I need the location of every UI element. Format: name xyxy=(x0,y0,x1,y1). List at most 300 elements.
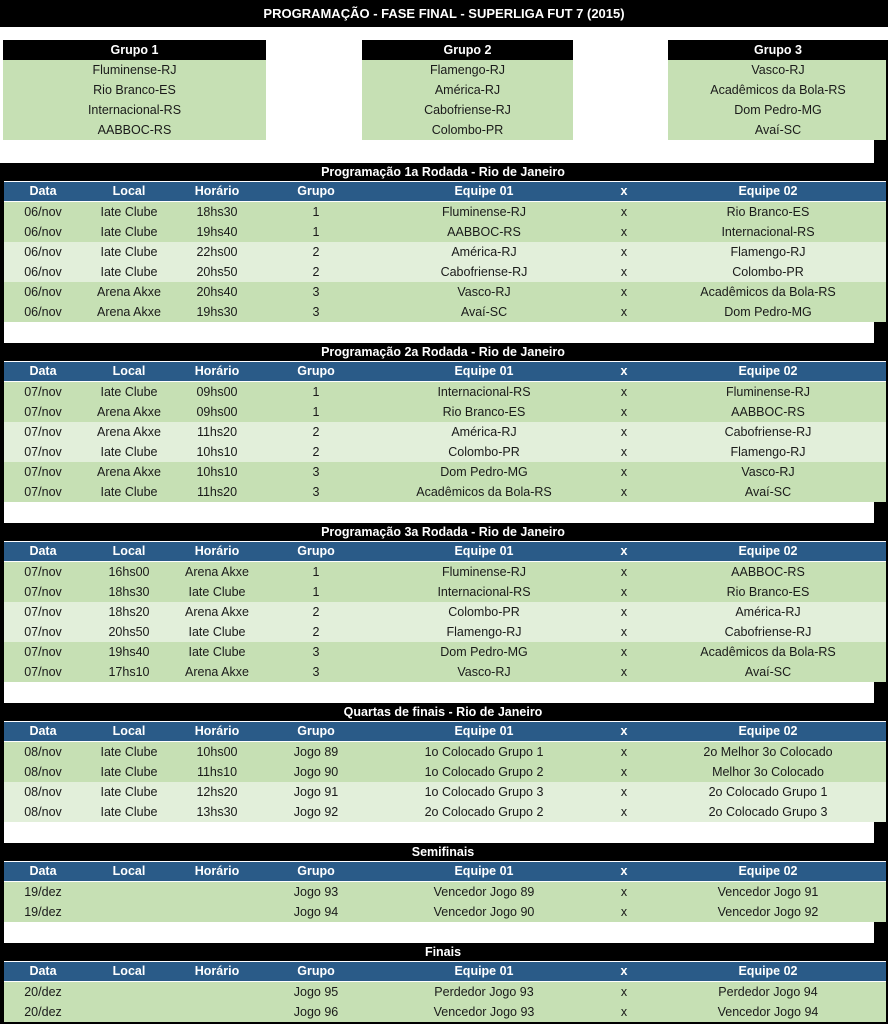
table-cell: Iate Clube xyxy=(100,245,158,259)
table-cell: Jogo 94 xyxy=(293,905,339,919)
table-cell: 1 xyxy=(312,385,320,399)
table-cell: 19hs40 xyxy=(108,645,150,659)
table-cell: 2o Colocado Grupo 3 xyxy=(708,805,828,819)
gap-right-block xyxy=(874,502,888,523)
column-header: Data xyxy=(29,964,57,978)
table-row xyxy=(0,802,886,822)
group-team: Flamengo-RJ xyxy=(429,63,506,77)
table-cell: Rio Branco-ES xyxy=(726,585,810,599)
table-cell: Colombo-PR xyxy=(448,445,520,459)
table-cell: 08/nov xyxy=(24,805,62,819)
table-cell: 08/nov xyxy=(24,785,62,799)
group-header: Grupo 2 xyxy=(362,40,573,60)
column-header: x xyxy=(620,184,628,198)
group-team: Avaí-SC xyxy=(754,123,802,137)
table-cell: Perdedor Jogo 94 xyxy=(718,985,818,999)
table-cell: 19/dez xyxy=(24,885,62,899)
table-cell xyxy=(86,1002,172,1022)
table-row xyxy=(0,462,886,482)
group-team: Fluminense-RJ xyxy=(92,63,177,77)
column-header: Grupo xyxy=(297,364,335,378)
column-header: Data xyxy=(29,364,57,378)
column-header: x xyxy=(620,364,628,378)
table-cell: Internacional-RS xyxy=(721,225,815,239)
table-cell: Dom Pedro-MG xyxy=(440,465,528,479)
column-header: Equipe 01 xyxy=(454,864,514,878)
column-header: x xyxy=(620,544,628,558)
column-header: Equipe 01 xyxy=(454,364,514,378)
table-cell xyxy=(172,882,262,902)
group-header: Grupo 3 xyxy=(668,40,888,60)
table-cell: Colombo-PR xyxy=(448,605,520,619)
column-header: Equipe 02 xyxy=(738,724,798,738)
table-cell: Iate Clube xyxy=(100,745,158,759)
table-cell: Vencedor Jogo 91 xyxy=(717,885,819,899)
table-cell: 06/nov xyxy=(24,305,62,319)
table-cell: x xyxy=(620,605,628,619)
table-cell xyxy=(86,982,172,1002)
table-cell: 2o Colocado Grupo 1 xyxy=(708,785,828,799)
table-row xyxy=(0,662,886,682)
table-cell: Arena Akxe xyxy=(185,605,249,619)
table-cell: 2o Colocado Grupo 2 xyxy=(424,805,544,819)
table-cell: 2 xyxy=(312,605,320,619)
table-cell: Iate Clube xyxy=(100,385,158,399)
table-cell: Perdedor Jogo 93 xyxy=(434,985,534,999)
table-title: Semifinais xyxy=(0,843,886,862)
table-body xyxy=(0,382,886,502)
table-cell: Flamengo-RJ xyxy=(446,625,522,639)
table-cell: Fluminense-RJ xyxy=(725,385,811,399)
column-header: Grupo xyxy=(297,964,335,978)
table-cell: x xyxy=(620,285,628,299)
column-header: Local xyxy=(112,964,146,978)
column-header: Equipe 01 xyxy=(454,724,514,738)
table-cell: 08/nov xyxy=(24,745,62,759)
column-header: Data xyxy=(29,724,57,738)
table-body xyxy=(0,562,886,682)
table-title: Programação 2a Rodada - Rio de Janeiro xyxy=(0,343,886,362)
table-cell: 2 xyxy=(312,425,320,439)
table-cell xyxy=(172,982,262,1002)
table-cell: Avaí-SC xyxy=(460,305,508,319)
table-cell: 3 xyxy=(312,645,320,659)
table-cell: 20/dez xyxy=(24,1005,62,1019)
table-cell: Vencedor Jogo 94 xyxy=(717,1005,819,1019)
column-header: Grupo xyxy=(297,724,335,738)
table-cell: 11hs20 xyxy=(196,425,238,439)
column-header: Horário xyxy=(194,364,240,378)
gap-right-block xyxy=(874,822,888,843)
table-cell: AABBOC-RS xyxy=(447,225,521,239)
table-cell: 2o Melhor 3o Colocado xyxy=(703,745,833,759)
table-cell: 20hs50 xyxy=(108,625,150,639)
column-header: Grupo xyxy=(297,184,335,198)
table-cell: x xyxy=(620,465,628,479)
table-header-row xyxy=(0,862,886,882)
table-cell: Flamengo-RJ xyxy=(730,445,806,459)
group-box-1 xyxy=(3,40,266,140)
table-cell: Jogo 90 xyxy=(293,765,339,779)
table-cell: AABBOC-RS xyxy=(731,565,805,579)
group-body xyxy=(362,60,573,140)
table-row xyxy=(0,202,886,222)
table-cell: 18hs20 xyxy=(108,605,150,619)
table-row xyxy=(0,742,886,762)
group-body xyxy=(3,60,266,140)
table-cell: Jogo 91 xyxy=(293,785,339,799)
table-cell: 22hs00 xyxy=(196,245,238,259)
table-cell: Melhor 3o Colocado xyxy=(712,765,824,779)
column-header: Horário xyxy=(194,184,240,198)
table-cell: 06/nov xyxy=(24,265,62,279)
table-cell: Cabofriense-RJ xyxy=(724,625,812,639)
table-cell: 2 xyxy=(312,445,320,459)
table-cell: Arena Akxe xyxy=(97,405,161,419)
table-cell: 1o Colocado Grupo 1 xyxy=(424,745,544,759)
table-cell: Acadêmicos da Bola-RS xyxy=(700,285,836,299)
table-cell: x xyxy=(620,665,628,679)
table-header-row xyxy=(0,962,886,982)
table-cell: x xyxy=(620,225,628,239)
table-row xyxy=(0,482,886,502)
table-title: Quartas de finais - Rio de Janeiro xyxy=(0,703,886,722)
table-cell: Jogo 92 xyxy=(293,805,339,819)
table-cell: Arena Akxe xyxy=(185,665,249,679)
group-team: Rio Branco-ES xyxy=(93,83,176,97)
table-cell: 07/nov xyxy=(24,585,62,599)
table-row xyxy=(0,762,886,782)
table-cell: Internacional-RS xyxy=(437,585,531,599)
table-row xyxy=(0,902,886,922)
table-cell: x xyxy=(620,985,628,999)
table-body xyxy=(0,982,886,1022)
column-header: Local xyxy=(112,544,146,558)
column-header: Equipe 02 xyxy=(738,544,798,558)
table-cell: 07/nov xyxy=(24,665,62,679)
gap-right-block xyxy=(874,322,888,343)
table-cell: x xyxy=(620,765,628,779)
table-cell: Arena Akxe xyxy=(97,305,161,319)
table-cell: x xyxy=(620,1005,628,1019)
table-body xyxy=(0,742,886,822)
column-header: Equipe 02 xyxy=(738,864,798,878)
table-finais xyxy=(0,943,886,1022)
column-header: Horário xyxy=(194,864,240,878)
table-cell: 07/nov xyxy=(24,485,62,499)
table-rodada-1 xyxy=(0,163,886,322)
table-cell: Fluminense-RJ xyxy=(441,205,527,219)
table-row xyxy=(0,282,886,302)
table-cell: Jogo 95 xyxy=(293,985,339,999)
table-cell: 19/dez xyxy=(24,905,62,919)
table-cell: x xyxy=(620,205,628,219)
table-row xyxy=(0,262,886,282)
table-cell: 13hs30 xyxy=(196,805,238,819)
table-cell: Internacional-RS xyxy=(437,385,531,399)
table-cell: Rio Branco-ES xyxy=(726,205,810,219)
table-cell: 09hs00 xyxy=(196,385,238,399)
table-cell: 06/nov xyxy=(24,205,62,219)
table-cell: 2 xyxy=(312,265,320,279)
table-cell: 11hs20 xyxy=(196,485,238,499)
table-cell: 07/nov xyxy=(24,625,62,639)
table-cell: 11hs10 xyxy=(196,765,238,779)
table-cell: 20hs40 xyxy=(196,285,238,299)
table-cell: 07/nov xyxy=(24,405,62,419)
column-header: Equipe 01 xyxy=(454,964,514,978)
table-cell: Iate Clube xyxy=(100,205,158,219)
group-body xyxy=(668,60,888,140)
table-row xyxy=(0,1002,886,1022)
column-header: Equipe 02 xyxy=(738,184,798,198)
table-cell: Avaí-SC xyxy=(744,485,792,499)
table-cell: Dom Pedro-MG xyxy=(724,305,812,319)
table-cell: x xyxy=(620,625,628,639)
group-team: Acadêmicos da Bola-RS xyxy=(710,83,846,97)
table-cell: Acadêmicos da Bola-RS xyxy=(700,645,836,659)
table-cell xyxy=(86,902,172,922)
table-cell: 3 xyxy=(312,465,320,479)
table-cell: x xyxy=(620,785,628,799)
table-cell: Iate Clube xyxy=(100,805,158,819)
column-header: Data xyxy=(29,184,57,198)
table-cell: 20/dez xyxy=(24,985,62,999)
column-header: Local xyxy=(112,364,146,378)
table-quartas xyxy=(0,703,886,822)
table-cell xyxy=(86,882,172,902)
table-row xyxy=(0,222,886,242)
table-cell: Vencedor Jogo 92 xyxy=(717,905,819,919)
table-cell: Colombo-PR xyxy=(732,265,804,279)
table-cell: 3 xyxy=(312,305,320,319)
table-cell: Vencedor Jogo 93 xyxy=(433,1005,535,1019)
table-header-row xyxy=(0,542,886,562)
table-row xyxy=(0,402,886,422)
table-cell: Iate Clube xyxy=(188,645,246,659)
table-cell: 09hs00 xyxy=(196,405,238,419)
table-cell: 3 xyxy=(312,285,320,299)
table-cell: x xyxy=(620,745,628,759)
group-team: Vasco-RJ xyxy=(751,63,805,77)
table-header-row xyxy=(0,722,886,742)
group-header: Grupo 1 xyxy=(3,40,266,60)
table-cell: Arena Akxe xyxy=(97,285,161,299)
table-cell: 07/nov xyxy=(24,465,62,479)
table-cell: 19hs30 xyxy=(196,305,238,319)
table-cell: x xyxy=(620,585,628,599)
table-row xyxy=(0,622,886,642)
group-box-2 xyxy=(362,40,573,140)
column-header: x xyxy=(620,864,628,878)
table-cell: x xyxy=(620,645,628,659)
table-cell: Vasco-RJ xyxy=(741,465,795,479)
gap-right-block xyxy=(874,140,888,163)
table-cell: x xyxy=(620,445,628,459)
table-cell: Vencedor Jogo 89 xyxy=(433,885,535,899)
table-cell: América-RJ xyxy=(735,605,801,619)
column-header: Equipe 01 xyxy=(454,184,514,198)
table-cell: Arena Akxe xyxy=(97,425,161,439)
table-cell: 12hs20 xyxy=(196,785,238,799)
table-row xyxy=(0,562,886,582)
table-cell: Iate Clube xyxy=(100,485,158,499)
column-header: Local xyxy=(112,864,146,878)
column-header: Equipe 02 xyxy=(738,364,798,378)
column-header: Data xyxy=(29,864,57,878)
table-cell: Cabofriense-RJ xyxy=(724,425,812,439)
table-row xyxy=(0,982,886,1002)
groups-row xyxy=(0,40,888,140)
table-cell: 08/nov xyxy=(24,765,62,779)
table-cell: 06/nov xyxy=(24,245,62,259)
table-cell: Iate Clube xyxy=(100,445,158,459)
table-cell: Iate Clube xyxy=(100,785,158,799)
table-cell: x xyxy=(620,485,628,499)
table-cell: 07/nov xyxy=(24,385,62,399)
table-cell: Iate Clube xyxy=(188,585,246,599)
table-cell: Iate Clube xyxy=(100,265,158,279)
column-header: Local xyxy=(112,184,146,198)
table-cell: Rio Branco-ES xyxy=(442,405,526,419)
gap-right-block xyxy=(874,922,888,943)
table-cell: 18hs30 xyxy=(196,205,238,219)
table-row xyxy=(0,642,886,662)
table-cell: 17hs10 xyxy=(108,665,150,679)
table-cell: x xyxy=(620,805,628,819)
table-row xyxy=(0,242,886,262)
table-cell: Jogo 96 xyxy=(293,1005,339,1019)
gap-right-block xyxy=(874,682,888,703)
table-cell: x xyxy=(620,265,628,279)
table-cell: Arena Akxe xyxy=(185,565,249,579)
table-cell: Fluminense-RJ xyxy=(441,565,527,579)
table-row xyxy=(0,782,886,802)
table-cell: 1o Colocado Grupo 3 xyxy=(424,785,544,799)
left-edge-line xyxy=(0,163,4,1024)
table-cell: Acadêmicos da Bola-RS xyxy=(416,485,552,499)
column-header: Horário xyxy=(194,724,240,738)
table-row xyxy=(0,302,886,322)
group-team: América-RJ xyxy=(434,83,501,97)
table-header-row xyxy=(0,182,886,202)
column-header: Equipe 01 xyxy=(454,544,514,558)
table-cell: x xyxy=(620,305,628,319)
table-semifinais xyxy=(0,843,886,922)
table-cell: AABBOC-RS xyxy=(731,405,805,419)
table-cell: 10hs00 xyxy=(196,745,238,759)
table-cell: 07/nov xyxy=(24,565,62,579)
table-header-row xyxy=(0,362,886,382)
table-cell: Jogo 93 xyxy=(293,885,339,899)
group-box-3 xyxy=(668,40,888,140)
table-cell: 1 xyxy=(312,205,320,219)
table-rodada-2 xyxy=(0,343,886,502)
table-cell: 2 xyxy=(312,245,320,259)
table-cell: 07/nov xyxy=(24,425,62,439)
table-cell: Iate Clube xyxy=(100,765,158,779)
table-cell: Flamengo-RJ xyxy=(730,245,806,259)
table-body xyxy=(0,882,886,922)
table-cell: 1 xyxy=(312,225,320,239)
table-body xyxy=(0,202,886,322)
table-cell: 18hs30 xyxy=(108,585,150,599)
table-cell: x xyxy=(620,405,628,419)
column-header: Horário xyxy=(194,544,240,558)
group-team: AABBOC-RS xyxy=(97,123,172,137)
table-cell: Vasco-RJ xyxy=(457,665,511,679)
table-cell: 1 xyxy=(312,585,320,599)
table-cell: 06/nov xyxy=(24,285,62,299)
table-cell: x xyxy=(620,425,628,439)
table-cell: 07/nov xyxy=(24,445,62,459)
table-row xyxy=(0,882,886,902)
table-cell: 2 xyxy=(312,625,320,639)
table-cell: Iate Clube xyxy=(188,625,246,639)
table-row xyxy=(0,442,886,462)
table-cell: 19hs40 xyxy=(196,225,238,239)
table-title: Programação 3a Rodada - Rio de Janeiro xyxy=(0,523,886,542)
table-cell: 1o Colocado Grupo 2 xyxy=(424,765,544,779)
table-cell xyxy=(172,902,262,922)
table-cell: x xyxy=(620,565,628,579)
column-header: x xyxy=(620,964,628,978)
column-header: Data xyxy=(29,544,57,558)
table-cell: 07/nov xyxy=(24,605,62,619)
table-cell: Vencedor Jogo 90 xyxy=(433,905,535,919)
table-cell: 3 xyxy=(312,665,320,679)
group-team: Cabofriense-RJ xyxy=(424,103,511,117)
table-cell: 10hs10 xyxy=(196,445,238,459)
table-cell: Vasco-RJ xyxy=(457,285,511,299)
table-cell: 3 xyxy=(312,485,320,499)
table-cell: 1 xyxy=(312,405,320,419)
table-row xyxy=(0,382,886,402)
table-cell: Iate Clube xyxy=(100,225,158,239)
table-cell: América-RJ xyxy=(451,425,517,439)
table-rodada-3 xyxy=(0,523,886,682)
table-cell: x xyxy=(620,885,628,899)
group-team: Colombo-PR xyxy=(431,123,504,137)
table-cell xyxy=(172,1002,262,1022)
table-cell: x xyxy=(620,245,628,259)
column-header: x xyxy=(620,724,628,738)
column-header: Horário xyxy=(194,964,240,978)
table-title: Programação 1a Rodada - Rio de Janeiro xyxy=(0,163,886,182)
table-cell: x xyxy=(620,385,628,399)
table-cell: Jogo 89 xyxy=(293,745,339,759)
group-team: Dom Pedro-MG xyxy=(734,103,822,117)
table-cell: x xyxy=(620,905,628,919)
table-cell: 16hs00 xyxy=(108,565,150,579)
table-row xyxy=(0,582,886,602)
column-header: Grupo xyxy=(297,544,335,558)
group-team: Internacional-RS xyxy=(87,103,182,117)
page-title: PROGRAMAÇÃO - FASE FINAL - SUPERLIGA FUT 7 (2015) xyxy=(0,0,888,27)
table-cell: 1 xyxy=(312,565,320,579)
table-cell: Arena Akxe xyxy=(97,465,161,479)
table-cell: América-RJ xyxy=(451,245,517,259)
table-cell: 06/nov xyxy=(24,225,62,239)
table-row xyxy=(0,422,886,442)
table-cell: Cabofriense-RJ xyxy=(440,265,528,279)
table-cell: 20hs50 xyxy=(196,265,238,279)
column-header: Equipe 02 xyxy=(738,964,798,978)
table-cell: Avaí-SC xyxy=(744,665,792,679)
column-header: Local xyxy=(112,724,146,738)
column-header: Grupo xyxy=(297,864,335,878)
table-row xyxy=(0,602,886,622)
